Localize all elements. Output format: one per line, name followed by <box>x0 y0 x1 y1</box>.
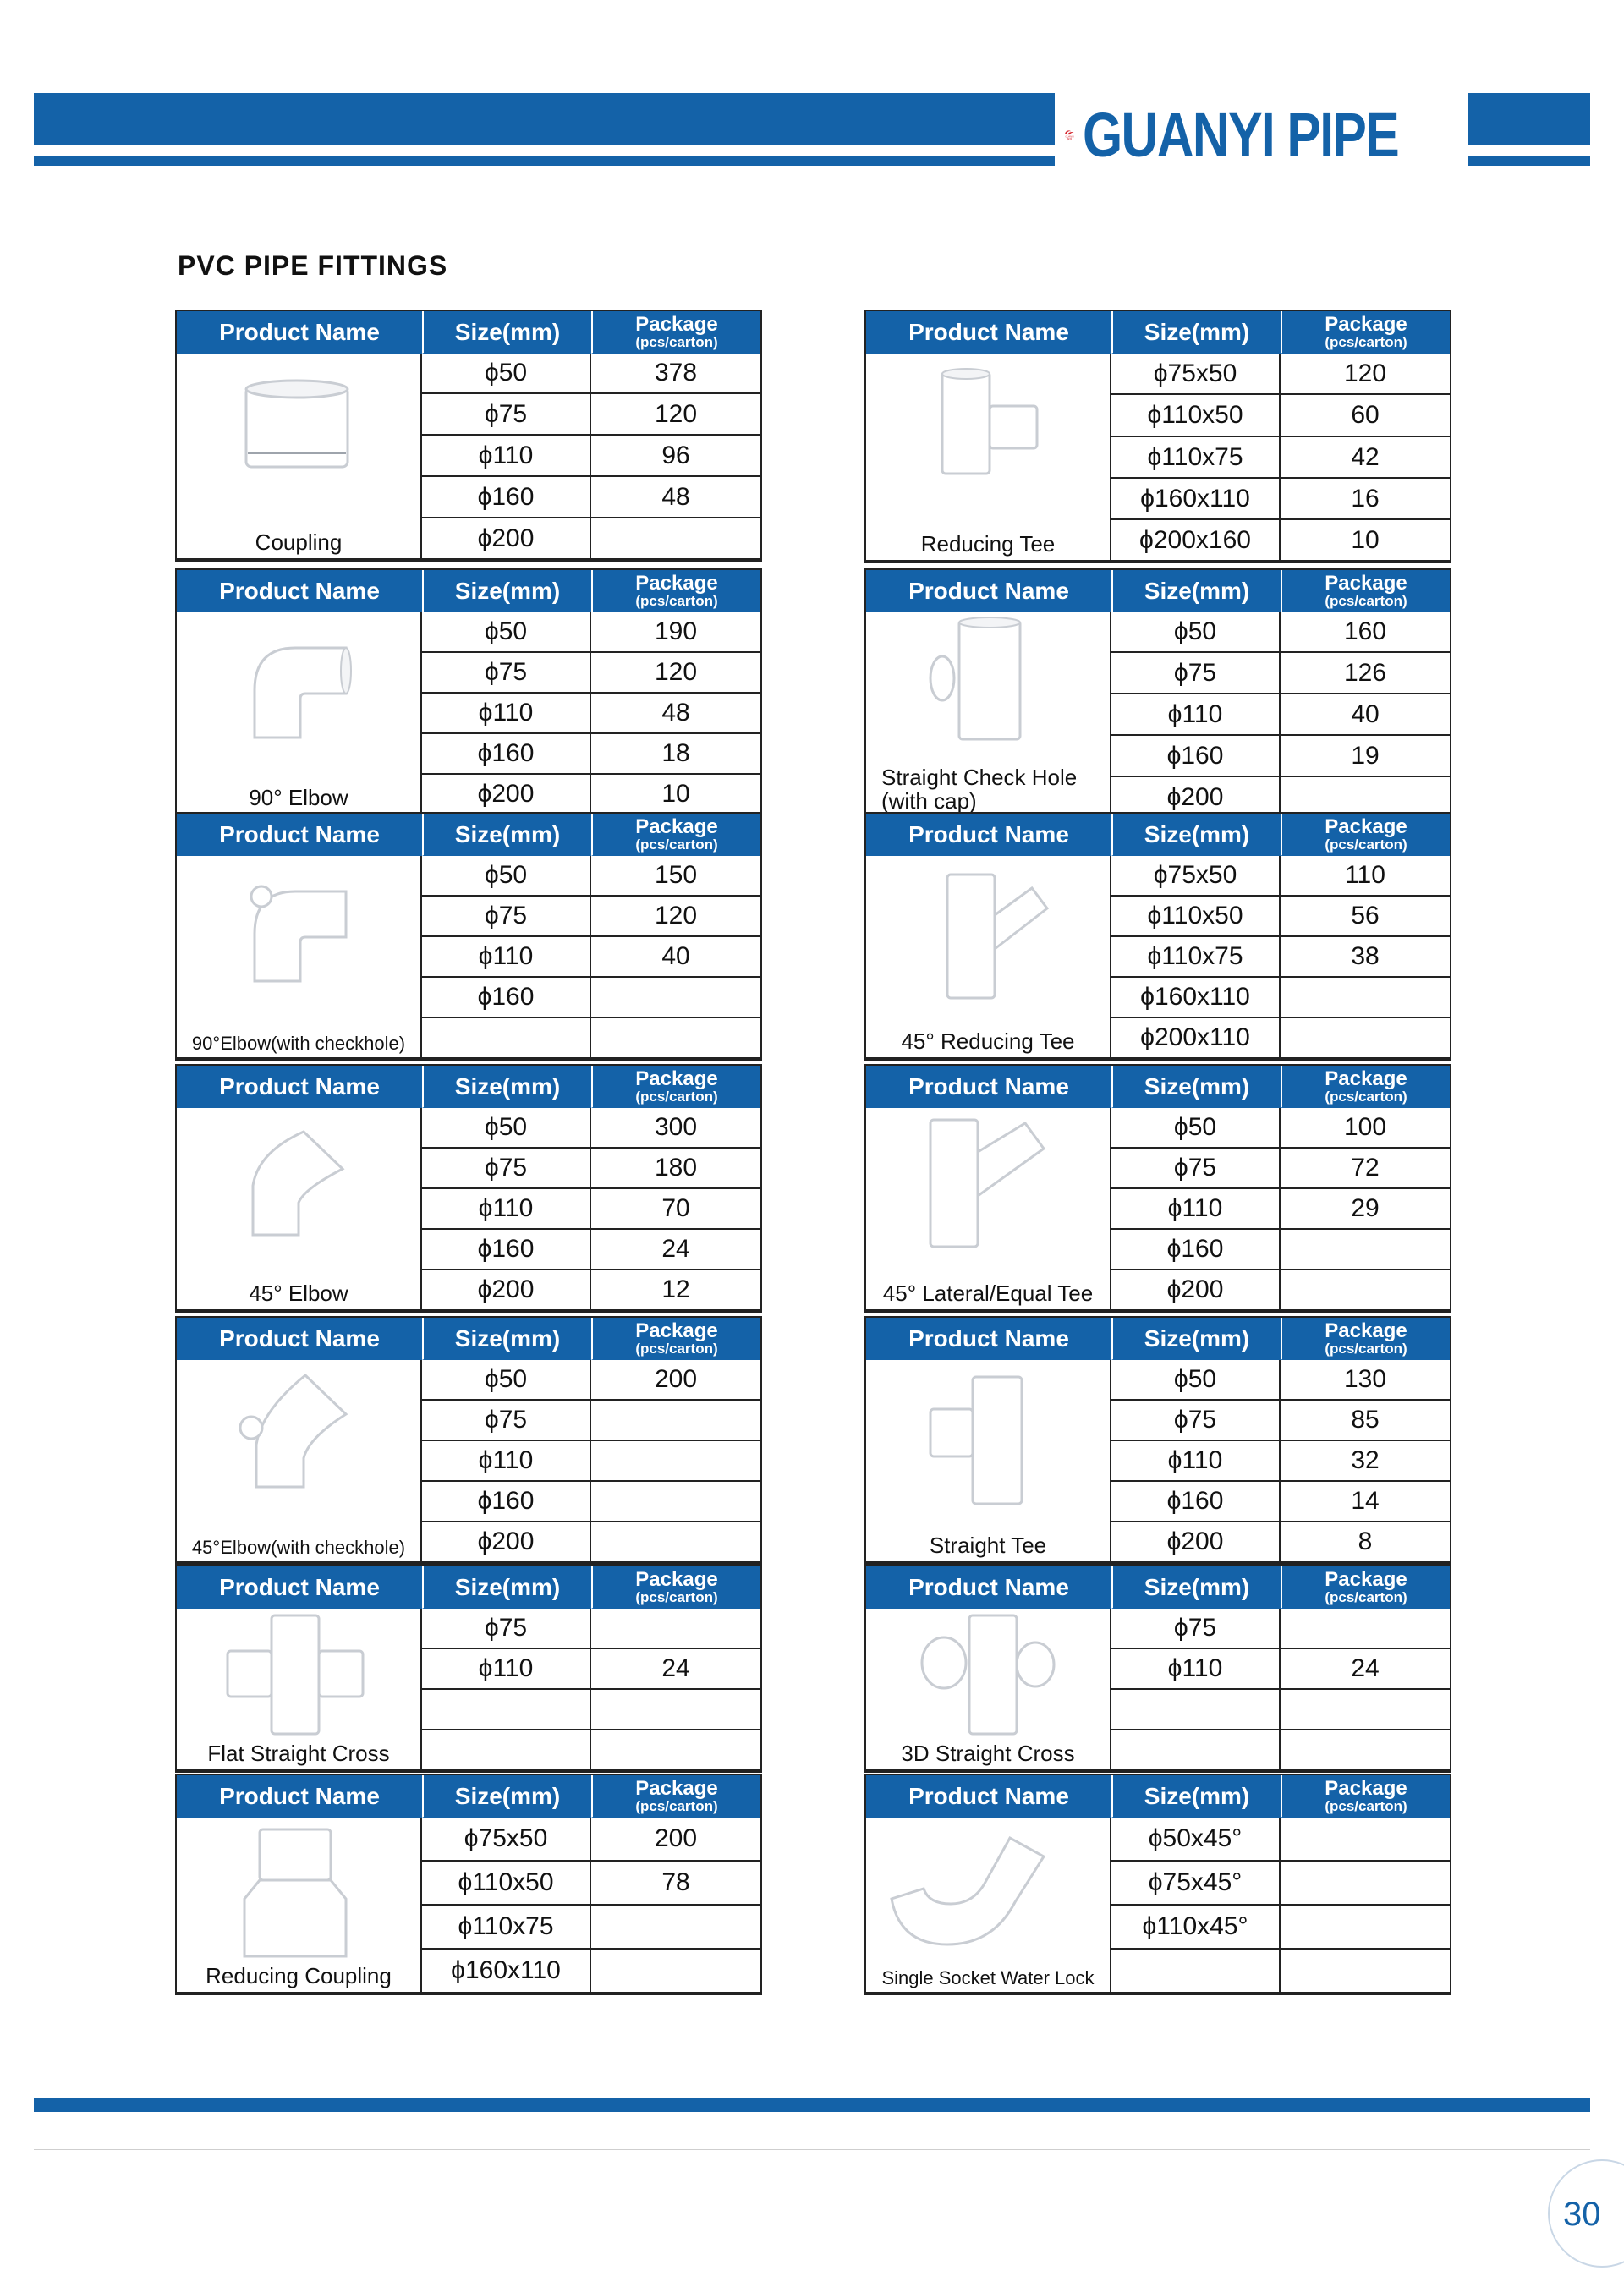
package-unit-label: (pcs/carton) <box>1325 593 1407 609</box>
package-cell: 120 <box>591 653 760 694</box>
size-cell: ϕ110 <box>1111 1441 1281 1482</box>
column-header-product: Product Name <box>177 1318 422 1360</box>
45-lateral-equal-tee-fitting-icon <box>866 1108 1111 1277</box>
package-label: Package <box>1325 1777 1407 1800</box>
package-cell <box>591 1730 760 1771</box>
package-cell: 120 <box>591 897 760 937</box>
size-cell: ϕ110 <box>422 694 591 734</box>
package-label: Package <box>1325 313 1407 336</box>
product-name: 45°Elbow(with checkhole) <box>191 1536 406 1558</box>
package-cell <box>1281 1730 1450 1771</box>
package-cell <box>591 1482 760 1522</box>
product-table-reducing-tee <box>864 310 1451 563</box>
product-table-3d-straight-cross <box>864 1565 1451 1773</box>
product-name: Reducing Coupling <box>206 1963 392 1989</box>
45-reducing-tee-fitting-icon <box>866 856 1111 1025</box>
logo-text-cn: 冠益 <box>1067 138 1073 141</box>
size-cell: ϕ50 <box>422 354 591 394</box>
product-cell <box>177 354 422 560</box>
package-label: Package <box>635 815 718 838</box>
package-label: Package <box>1325 1067 1407 1090</box>
size-cell: ϕ200 <box>422 1522 591 1563</box>
package-unit-label: (pcs/carton) <box>635 1589 718 1605</box>
size-cell: ϕ75 <box>1111 1149 1281 1189</box>
package-cell <box>591 1522 760 1563</box>
product-name: 45° Reducing Tee <box>901 1028 1075 1055</box>
package-cell <box>1281 1818 1450 1862</box>
product-name: Straight Check Hole (with cap) <box>881 764 1078 814</box>
package-unit-label: (pcs/carton) <box>1325 1341 1407 1357</box>
package-cell <box>591 1441 760 1482</box>
package-cell: 85 <box>1281 1401 1450 1441</box>
package-unit-label: (pcs/carton) <box>1325 334 1407 350</box>
size-cell: ϕ160 <box>1111 1482 1281 1522</box>
size-cell: ϕ110 <box>422 436 591 477</box>
coupling-fitting-icon <box>177 354 422 526</box>
size-cell: ϕ160x110 <box>1111 978 1281 1018</box>
package-cell: 10 <box>1281 520 1450 562</box>
column-header-product: Product Name <box>866 814 1111 856</box>
column-header-size: Size(mm) <box>1111 814 1281 856</box>
package-cell <box>591 1950 760 1994</box>
size-cell: ϕ160 <box>422 1230 591 1270</box>
column-header-product: Product Name <box>177 570 422 612</box>
header-band-right <box>1478 93 1590 145</box>
package-unit-label: (pcs/carton) <box>1325 1589 1407 1605</box>
product-table-45-lateral-equal-tee <box>864 1064 1451 1313</box>
package-cell <box>1281 1906 1450 1950</box>
size-cell: ϕ160x110 <box>1111 479 1281 520</box>
package-cell: 150 <box>591 856 760 897</box>
package-cell: 56 <box>1281 897 1450 937</box>
package-cell: 24 <box>591 1230 760 1270</box>
package-cell: 120 <box>1281 354 1450 395</box>
product-cell <box>177 1818 422 1994</box>
size-cell <box>1111 1730 1281 1771</box>
package-cell <box>1281 1018 1450 1059</box>
page-number: 30 <box>1563 2196 1601 2233</box>
size-cell: ϕ75 <box>422 1149 591 1189</box>
package-cell <box>591 1906 760 1950</box>
column-header-package <box>591 311 760 354</box>
package-unit-label: (pcs/carton) <box>1325 836 1407 853</box>
package-label: Package <box>1325 815 1407 838</box>
package-cell: 60 <box>1281 395 1450 437</box>
product-cell <box>866 1609 1111 1771</box>
size-cell: ϕ75 <box>1111 1609 1281 1649</box>
size-cell: ϕ50 <box>1111 1360 1281 1401</box>
package-cell <box>591 1401 760 1441</box>
package-label: Package <box>1325 1568 1407 1591</box>
size-cell <box>422 1018 591 1059</box>
package-cell: 48 <box>591 694 760 734</box>
package-unit-label: (pcs/carton) <box>635 334 718 350</box>
product-name: Reducing Tee <box>920 531 1056 557</box>
package-cell <box>1281 1230 1450 1270</box>
straight-check-hole-fitting-icon <box>866 612 1111 785</box>
size-cell: ϕ50 <box>1111 1108 1281 1149</box>
package-cell: 12 <box>591 1270 760 1311</box>
brand-block <box>1055 93 1468 176</box>
45-elbow-with-checkhole-fitting-icon <box>177 1360 422 1529</box>
column-header-product: Product Name <box>866 311 1111 354</box>
package-cell <box>1281 1690 1450 1730</box>
package-cell: 24 <box>591 1649 760 1690</box>
product-cell <box>177 1360 422 1563</box>
package-cell: 8 <box>1281 1522 1450 1563</box>
size-cell <box>422 1690 591 1730</box>
size-cell: ϕ160 <box>422 978 591 1018</box>
single-socket-water-lock-fitting-icon <box>866 1818 1111 1960</box>
product-cell <box>177 856 422 1059</box>
size-cell: ϕ110x75 <box>422 1906 591 1950</box>
package-cell <box>1281 978 1450 1018</box>
package-unit-label: (pcs/carton) <box>635 1798 718 1814</box>
column-header-product: Product Name <box>866 570 1111 612</box>
package-cell <box>1281 1950 1450 1994</box>
size-cell: ϕ75x50 <box>1111 856 1281 897</box>
column-header-product: Product Name <box>177 1775 422 1818</box>
package-unit-label: (pcs/carton) <box>635 1089 718 1105</box>
package-cell <box>591 518 760 560</box>
column-header-product: Product Name <box>866 1318 1111 1360</box>
package-label: Package <box>1325 572 1407 595</box>
size-cell: ϕ75 <box>422 1401 591 1441</box>
column-header-size: Size(mm) <box>422 311 591 354</box>
package-unit-label: (pcs/carton) <box>1325 1798 1407 1814</box>
package-label: Package <box>635 313 718 336</box>
package-cell: 48 <box>591 477 760 518</box>
size-cell: ϕ75x50 <box>1111 354 1281 395</box>
footer-band <box>34 2098 1590 2112</box>
product-cell <box>866 354 1111 562</box>
size-cell: ϕ110x50 <box>1111 897 1281 937</box>
size-cell: ϕ160 <box>422 734 591 775</box>
package-cell: 200 <box>591 1818 760 1862</box>
column-header-package <box>1281 311 1450 354</box>
size-cell: ϕ50 <box>1111 612 1281 653</box>
product-table-straight-tee <box>864 1316 1451 1565</box>
column-header-size: Size(mm) <box>1111 1318 1281 1360</box>
size-cell: ϕ50 <box>422 612 591 653</box>
package-label: Package <box>635 1568 718 1591</box>
package-label: Package <box>1325 1319 1407 1342</box>
package-label: Package <box>635 1777 718 1800</box>
package-cell <box>591 1018 760 1059</box>
size-cell: ϕ110 <box>1111 694 1281 736</box>
size-cell: ϕ200 <box>1111 1270 1281 1311</box>
product-cell <box>866 1818 1111 1994</box>
column-header-product: Product Name <box>177 1566 422 1609</box>
product-table-straight-check-hole <box>864 568 1451 820</box>
product-table-flat-straight-cross <box>175 1565 762 1773</box>
package-cell: 200 <box>591 1360 760 1401</box>
product-name: 3D Straight Cross <box>901 1741 1075 1767</box>
product-name: 45° Lateral/Equal Tee <box>882 1281 1094 1307</box>
size-cell: ϕ200 <box>1111 777 1281 819</box>
product-name: 45° Elbow <box>249 1281 348 1307</box>
column-header-size: Size(mm) <box>1111 1775 1281 1818</box>
size-cell: ϕ75 <box>422 897 591 937</box>
column-header-package <box>591 1066 760 1108</box>
size-cell: ϕ75 <box>1111 653 1281 694</box>
column-header-package <box>1281 1318 1450 1360</box>
product-table-45-elbow <box>175 1064 762 1313</box>
column-header-size: Size(mm) <box>1111 311 1281 354</box>
package-cell: 72 <box>1281 1149 1450 1189</box>
size-cell: ϕ110x45° <box>1111 1906 1281 1950</box>
column-header-package <box>1281 1066 1450 1108</box>
column-header-size: Size(mm) <box>422 1066 591 1108</box>
column-header-product: Product Name <box>177 311 422 354</box>
size-cell: ϕ50 <box>422 1108 591 1149</box>
reducing-coupling-fitting-icon <box>177 1818 422 1960</box>
product-table-45-elbow-with-checkhole <box>175 1316 762 1565</box>
product-cell <box>177 1108 422 1311</box>
column-header-package <box>1281 1775 1450 1818</box>
size-cell: ϕ110 <box>422 1189 591 1230</box>
package-cell: 160 <box>1281 612 1450 653</box>
product-table-coupling <box>175 310 762 562</box>
package-unit-label: (pcs/carton) <box>635 1341 718 1357</box>
package-cell: 32 <box>1281 1441 1450 1482</box>
size-cell: ϕ75 <box>1111 1401 1281 1441</box>
size-cell: ϕ110x75 <box>1111 937 1281 978</box>
column-header-package <box>1281 570 1450 612</box>
package-cell <box>591 1609 760 1649</box>
header-band-right-thin <box>1478 156 1590 166</box>
column-header-size: Size(mm) <box>1111 1566 1281 1609</box>
column-header-size: Size(mm) <box>1111 570 1281 612</box>
product-cell <box>177 1609 422 1771</box>
size-cell: ϕ75 <box>422 653 591 694</box>
size-cell: ϕ200 <box>422 775 591 815</box>
product-table-90-elbow-with-checkhole <box>175 812 762 1061</box>
column-header-package <box>591 1566 760 1609</box>
package-cell: 10 <box>591 775 760 815</box>
package-cell: 378 <box>591 354 760 394</box>
package-cell <box>591 978 760 1018</box>
size-cell: ϕ75x50 <box>422 1818 591 1862</box>
column-header-size: Size(mm) <box>422 1775 591 1818</box>
size-cell: ϕ110 <box>422 937 591 978</box>
package-label: Package <box>635 572 718 595</box>
package-cell: 24 <box>1281 1649 1450 1690</box>
column-header-product: Product Name <box>866 1066 1111 1108</box>
45-elbow-fitting-icon <box>177 1108 422 1277</box>
size-cell: ϕ200x160 <box>1111 520 1281 562</box>
size-cell: ϕ110x50 <box>422 1862 591 1906</box>
package-cell: 110 <box>1281 856 1450 897</box>
package-cell: 42 <box>1281 437 1450 479</box>
package-cell: 78 <box>591 1862 760 1906</box>
90-elbow-with-checkhole-fitting-icon <box>177 856 422 1025</box>
brand-name: GUANYI PIPE <box>1083 99 1399 170</box>
size-cell: ϕ160 <box>1111 736 1281 777</box>
package-cell: 40 <box>591 937 760 978</box>
90-elbow-fitting-icon <box>177 612 422 782</box>
package-cell <box>591 1690 760 1730</box>
package-cell: 100 <box>1281 1108 1450 1149</box>
package-cell: 40 <box>1281 694 1450 736</box>
size-cell: ϕ160 <box>1111 1230 1281 1270</box>
3d-straight-cross-fitting-icon <box>866 1609 1111 1737</box>
package-cell: 29 <box>1281 1189 1450 1230</box>
column-header-package <box>591 1775 760 1818</box>
size-cell: ϕ50x45° <box>1111 1818 1281 1862</box>
product-table-reducing-coupling <box>175 1774 762 1995</box>
column-header-package <box>1281 1566 1450 1609</box>
size-cell: ϕ110 <box>422 1649 591 1690</box>
size-cell: ϕ75 <box>422 394 591 436</box>
column-header-package <box>591 570 760 612</box>
product-name: Single Socket Water Lock <box>881 1966 1095 1988</box>
size-cell: ϕ50 <box>422 1360 591 1401</box>
product-name: 90° Elbow <box>249 785 348 811</box>
package-unit-label: (pcs/carton) <box>1325 1089 1407 1105</box>
package-cell <box>1281 1270 1450 1311</box>
footer-rule <box>34 2149 1590 2150</box>
column-header-size: Size(mm) <box>422 1566 591 1609</box>
package-cell: 190 <box>591 612 760 653</box>
size-cell: ϕ160 <box>422 477 591 518</box>
package-cell: 96 <box>591 436 760 477</box>
size-cell: ϕ110 <box>422 1441 591 1482</box>
product-cell <box>866 1360 1111 1563</box>
column-header-product: Product Name <box>177 1066 422 1108</box>
size-cell <box>422 1730 591 1771</box>
column-header-package <box>591 814 760 856</box>
package-cell: 120 <box>591 394 760 436</box>
product-name: Coupling <box>255 529 343 556</box>
package-cell: 70 <box>591 1189 760 1230</box>
size-cell: ϕ160 <box>422 1482 591 1522</box>
size-cell: ϕ75 <box>422 1609 591 1649</box>
package-cell: 126 <box>1281 653 1450 694</box>
package-cell: 38 <box>1281 937 1450 978</box>
column-header-package <box>1281 814 1450 856</box>
logo-text-en: GUANYI <box>1065 135 1074 139</box>
column-header-size: Size(mm) <box>422 570 591 612</box>
size-cell: ϕ110x75 <box>1111 437 1281 479</box>
product-table-45-reducing-tee <box>864 812 1451 1061</box>
package-cell <box>1281 1862 1450 1906</box>
package-cell: 18 <box>591 734 760 775</box>
package-cell: 300 <box>591 1108 760 1149</box>
column-header-product: Product Name <box>866 1775 1111 1818</box>
size-cell: ϕ75x45° <box>1111 1862 1281 1906</box>
product-name: Straight Tee <box>929 1533 1047 1559</box>
column-header-package <box>591 1318 760 1360</box>
package-label: Package <box>635 1067 718 1090</box>
column-header-product: Product Name <box>866 1566 1111 1609</box>
size-cell: ϕ200 <box>1111 1522 1281 1563</box>
column-header-size: Size(mm) <box>422 1318 591 1360</box>
size-cell: ϕ110x50 <box>1111 395 1281 437</box>
size-cell: ϕ200 <box>422 1270 591 1311</box>
product-name: 90°Elbow(with checkhole) <box>191 1032 406 1054</box>
package-unit-label: (pcs/carton) <box>635 836 718 853</box>
size-cell: ϕ160x110 <box>422 1950 591 1994</box>
package-unit-label: (pcs/carton) <box>635 593 718 609</box>
guanyi-logo-icon <box>1063 98 1076 171</box>
flat-straight-cross-fitting-icon <box>177 1609 422 1737</box>
size-cell <box>1111 1950 1281 1994</box>
package-cell: 180 <box>591 1149 760 1189</box>
product-cell <box>866 1108 1111 1311</box>
product-cell <box>866 612 1111 819</box>
package-cell: 19 <box>1281 736 1450 777</box>
package-cell: 130 <box>1281 1360 1450 1401</box>
size-cell: ϕ110 <box>1111 1189 1281 1230</box>
product-table-90-elbow <box>175 568 762 817</box>
product-cell <box>177 612 422 815</box>
package-cell: 14 <box>1281 1482 1450 1522</box>
column-header-product: Product Name <box>177 814 422 856</box>
column-header-size: Size(mm) <box>422 814 591 856</box>
package-label: Package <box>635 1319 718 1342</box>
column-header-size: Size(mm) <box>1111 1066 1281 1108</box>
product-cell <box>866 856 1111 1059</box>
reducing-tee-fitting-icon <box>866 354 1111 528</box>
straight-tee-fitting-icon <box>866 1360 1111 1529</box>
product-name: Flat Straight Cross <box>207 1741 390 1767</box>
package-cell: 16 <box>1281 479 1450 520</box>
size-cell: ϕ50 <box>422 856 591 897</box>
size-cell <box>1111 1690 1281 1730</box>
page-title: PVC PIPE FITTINGS <box>178 250 448 281</box>
product-table-single-socket-water-lock <box>864 1774 1451 1995</box>
size-cell: ϕ110 <box>1111 1649 1281 1690</box>
size-cell: ϕ200x110 <box>1111 1018 1281 1059</box>
size-cell: ϕ200 <box>422 518 591 560</box>
package-cell <box>1281 1609 1450 1649</box>
